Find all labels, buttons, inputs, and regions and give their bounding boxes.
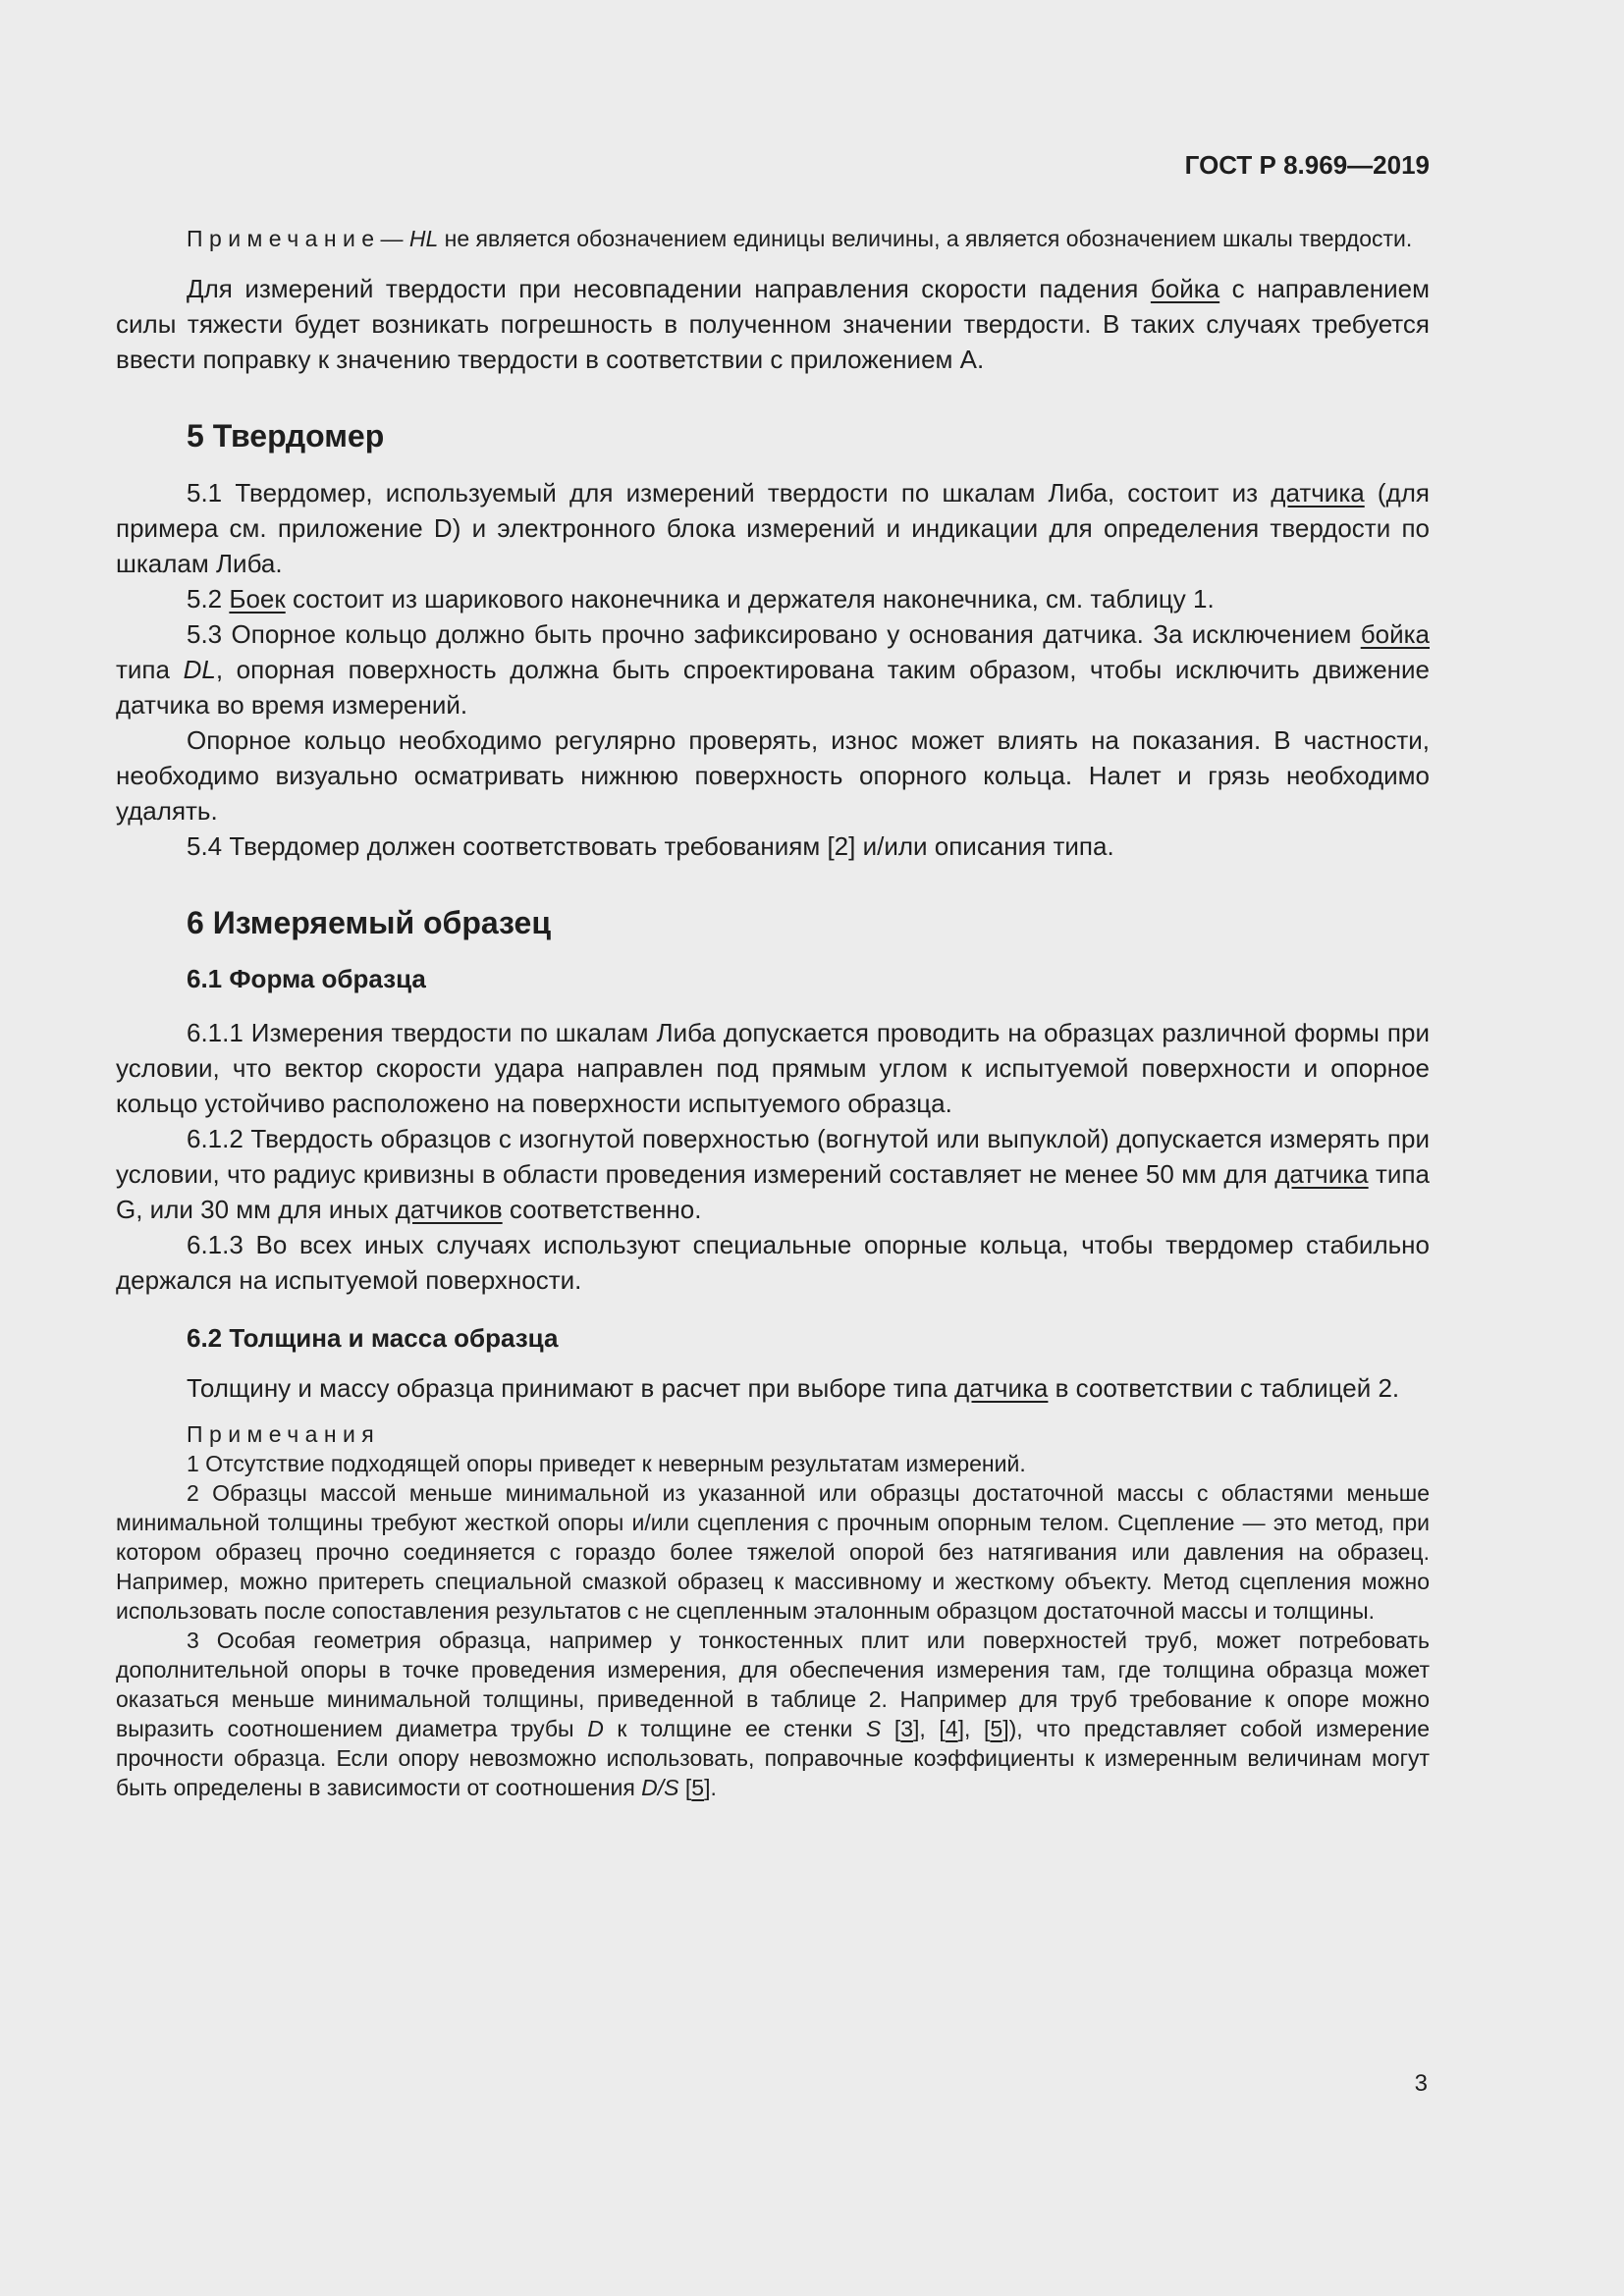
intro-paragraph: Для измерений твердости при несовпадении направления скорости падения бойка с направлением силы тяжести будет возникать погрешность в полученном значении твердости. В таких случаях требуется ввести поправку к значению твердости в соответствии с приложением А. [116, 274, 1430, 374]
note-label: Примечание [187, 226, 381, 251]
term-link-boyka[interactable]: бойка [1360, 619, 1430, 649]
clause-6-1-2: 6.1.2 Твердость образцов с изогнутой поверхностью (вогнутой или выпуклой) допускается измерять при условии, что радиус кривизны в области проведения измерений составляет не менее 50 мм для датчика типа G, или 30 мм для иных датчиков соответственно. [116, 1124, 1430, 1224]
reference-link-3[interactable]: 3 [900, 1716, 914, 1741]
clause-5-1: 5.1 Твердомер, используемый для измерений твердости по шкалам Либа, состоит из датчика (для примера см. приложение D) и электронного блока измерений и индикации для определения твердости по шкалам Либа. [116, 478, 1430, 578]
clause-6-1-1: 6.1.1 Измерения твердости по шкалам Либа допускается проводить на образцах различной формы при условии, что вектор скорости удара направлен под прямым углом к испытуемой поверхности и опорное кольцо устойчиво расположено на поверхности испытуемого образца. [116, 1018, 1430, 1118]
note-2: 2 Образцы массой меньше минимальной из указанной или образцы достаточной массы с областями меньше минимальной толщины требуют жесткой опоры и/или сцепления с прочным опорным телом. Сцепление — это метод, при котором образец прочно соединяется с гораздо более тяжелой опорой без натягивания или давления на образец. Например, можно притереть специальной смазкой образец к массивному и жесткому объекту. Метод сцепления можно использовать после сопоставления результатов с не сцепленным эталонным образцом достаточной массы и толщины. [116, 1480, 1430, 1624]
note-3: 3 Особая геометрия образца, например у тонкостенных плит или поверхностей труб, может потребовать дополнительной опоры в точке проведения измерения, для обеспечения измерения там, где толщина образца может оказаться меньше минимальной толщины, приведенной в таблице 2. Например для труб требование к опоре можно выразить соотношением диаметра трубы D к толщине ее стенки S [3], [4], [5]), что представляет собой измерение прочности образца. Если опору невозможно использовать, поправочные коэффициенты к измеренным величинам могут быть определены в зависимости от соотношения D/S [5]. [116, 1628, 1431, 1800]
term-link-datchik[interactable]: датчика [953, 1373, 1049, 1403]
section-5-heading: 5 Твердомер [187, 418, 385, 454]
reference-link-4[interactable]: 4 [945, 1716, 958, 1741]
page-content [116, 224, 1430, 1802]
dl-symbol: DL [183, 655, 216, 684]
term-link-datchik[interactable]: датчика [1274, 1159, 1369, 1189]
reference-link-5[interactable]: 5 [691, 1775, 705, 1800]
clause-5-4: 5.4 Твердомер должен соответствовать требованиям [2] и/или описания типа. [187, 831, 1114, 861]
section-6-heading: 6 Измеряемый образец [187, 905, 551, 940]
hl-symbol: HL [408, 226, 439, 251]
notes-label: Примечания [187, 1421, 381, 1447]
standard-code: ГОСТ Р 8.969—2019 [1184, 150, 1430, 180]
clause-5-2: 5.2 Боек состоит из шарикового наконечника и держателя наконечника, см. таблицу 1. [187, 584, 1215, 614]
term-link-datchiki[interactable]: датчиков [395, 1195, 503, 1224]
intro-note: Примечание — HL не является обозначением единицы величины, а является обозначением шкалы твердости. [187, 226, 1413, 251]
page-number: 3 [1414, 2070, 1428, 2097]
term-link-boyka[interactable]: бойка [1150, 274, 1220, 303]
clause-5-3: 5.3 Опорное кольцо должно быть прочно зафиксировано у основания датчика. За исключением бойка типа DL, опорная поверхность должна быть спроектирована таким образом, чтобы исключить движение датчика во время измерений. [116, 619, 1430, 720]
term-link-datchik[interactable]: датчика [1271, 478, 1365, 507]
subsection-6-2-heading: 6.2 Толщина и масса образца [187, 1323, 559, 1353]
term-link-boek[interactable]: Боек [229, 584, 286, 614]
clause-6-1-3: 6.1.3 Во всех иных случаях используют специальные опорные кольца, чтобы твердомер стабильно держался на испытуемой поверхности. [116, 1230, 1430, 1295]
subsection-6-1-heading: 6.1 Форма образца [187, 964, 426, 993]
clause-6-2: Толщину и массу образца принимают в расчет при выборе типа датчика в соответствии с таблицей 2. [187, 1373, 1400, 1403]
clause-5-3-continued: Опорное кольцо необходимо регулярно проверять, износ может влиять на показания. В частности, необходимо визуально осматривать нижнюю поверхность опорного кольца. Налет и грязь необходимо удалять. [116, 725, 1430, 826]
reference-link-5[interactable]: 5 [990, 1716, 1003, 1741]
note-1: 1 Отсутствие подходящей опоры приведет к неверным результатам измерений. [187, 1451, 1026, 1476]
